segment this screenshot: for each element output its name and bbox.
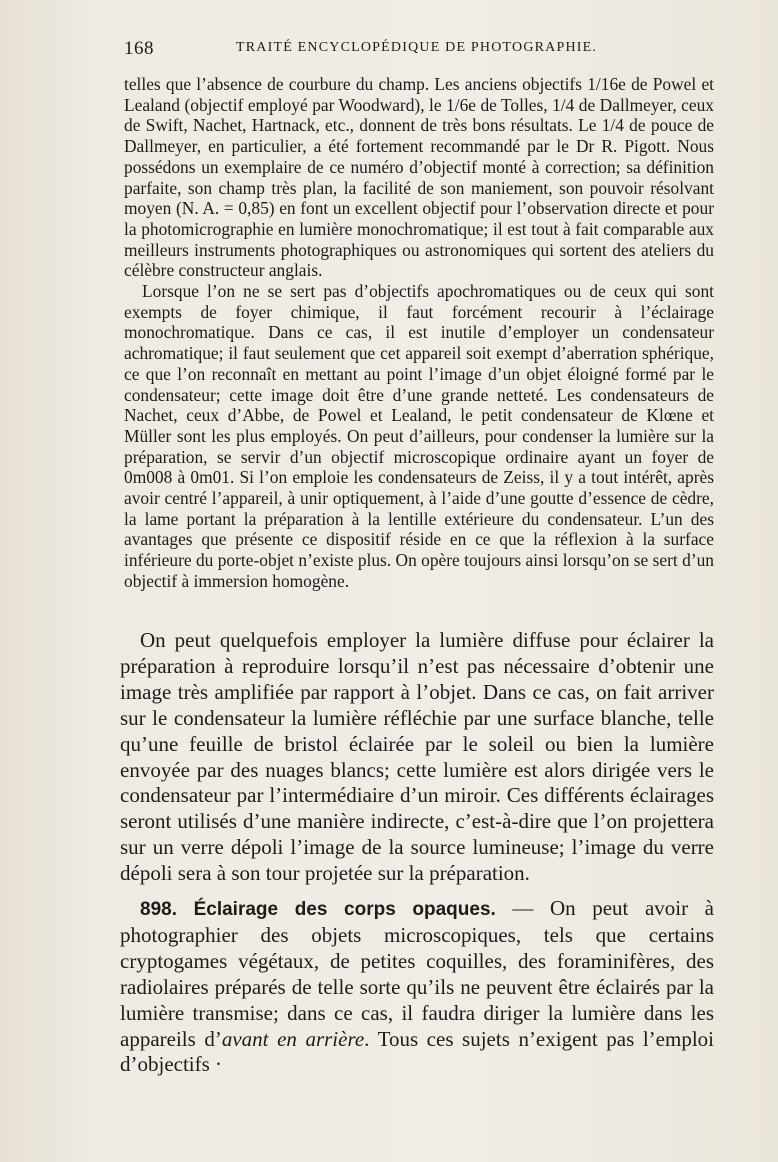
section-number: 898. (140, 899, 177, 920)
section-title: Éclairage des corps opaques. (193, 899, 496, 920)
section-paragraph (120, 896, 714, 1078)
large-type-block (120, 628, 714, 887)
page-number: 168 (124, 38, 154, 59)
paragraph-objectives: telles que l’absence de courbure du champ. Les anciens objectifs 1/16e de Powel et Lealand (objectif employé par Woodward), le 1/6e de Tolles, 1/4 de Dallmeyer, ceux de Swift, Nachet, Hartnack, etc., donnent de très bons résultats. Le 1/4 de pouce de Dallmeyer, en particulier, a été fortement recommandé par le Dr R. Pigott. Nous possédons un exemplaire de ce numéro d’objectif monté à correction; sa définition parfaite, son champ très plan, la facilité de son maniement, son pouvoir résolvant moyen (N. A. = 0,85) en font un excellent objectif pour l’observation directe et pour la photomicrographie en lumière monochromatique; il est tout à fait comparable aux meilleurs instruments photographiques ou astronomiques qui sortent des ateliers du célèbre constructeur anglais. (124, 74, 714, 281)
section-898 (120, 896, 714, 1078)
section-italic-phrase: avant en arrière (221, 1026, 365, 1051)
section-text-end: . Tous ces sujets n’exigent pas l’emploi d’objectifs · (120, 1026, 714, 1077)
section-text-start: — On peut avoir à photographier des objets microscopiques, tels que certains cryptogames végétaux, de petites coquilles, des foraminifères, des radiolaires préparés de telle sorte qu’ils ne peuvent être éclairés par la lumière transmise; dans ce cas, il faudra diriger la lumière dans les appareils d’ (120, 896, 715, 1051)
paragraph-condensers: Lorsque l’on ne se sert pas d’objectifs apochromatiques ou de ceux qui sont exempts de foyer chimique, il faut forcément recourir à l’éclairage monochromatique. Dans ce cas, il est inutile d’employer un condensateur achromatique; il faut seulement que cet appareil soit exempt d’aberration sphérique, ce que l’on reconnaît en mettant au point l’image d’un objet éloigné formé par le condensateur; cette image doit être d’une grande netteté. Les condensateurs de Nachet, ceux d’Abbe, de Powel et Lealand, le petit condensateur de Klœne et Müller sont les plus employés. On peut d’ailleurs, pour condenser la lumière sur la préparation, se servir d’un objectif microscopique ordinaire ayant un foyer de 0m008 à 0m01. Si l’on emploie les condensateurs de Zeiss, il y a tout intérêt, après avoir centré l’appareil, à unir optiquement, à l’aide d’une goutte d’essence de cèdre, la lame portant la préparation à la lentille extérieure du condensateur. L’un des avantages que présente ce dispositif réside en ce que la réflexion à la surface inférieure du porte-objet n’existe plus. On opère toujours ainsi lorsqu’on se sert d’un objectif à immersion homogène. (124, 281, 714, 591)
paragraph-diffuse-light: On peut quelquefois employer la lumière diffuse pour éclairer la préparation à reproduire lorsqu’il n’est pas nécessaire d’obtenir une image très amplifiée par rapport à l’objet. Dans ce cas, on fait arriver sur le condensateur la lumière réfléchie par une surface blanche, telle qu’une feuille de bristol éclairée par le soleil ou bien la lumière envoyée par des nuages blancs; cette lumière est alors dirigée vers le condensateur par l’intermédiaire d’un miroir. Ces différents éclairages seront utilisés d’une manière indirecte, c’est-à-dire que l’on projettera sur un verre dépoli l’image de la source lumineuse; l’image du verre dépoli sera à son tour projetée sur la préparation. (120, 628, 714, 886)
small-type-block (124, 74, 714, 592)
running-title: TRAITÉ ENCYCLOPÉDIQUE DE PHOTOGRAPHIE. (236, 40, 598, 55)
